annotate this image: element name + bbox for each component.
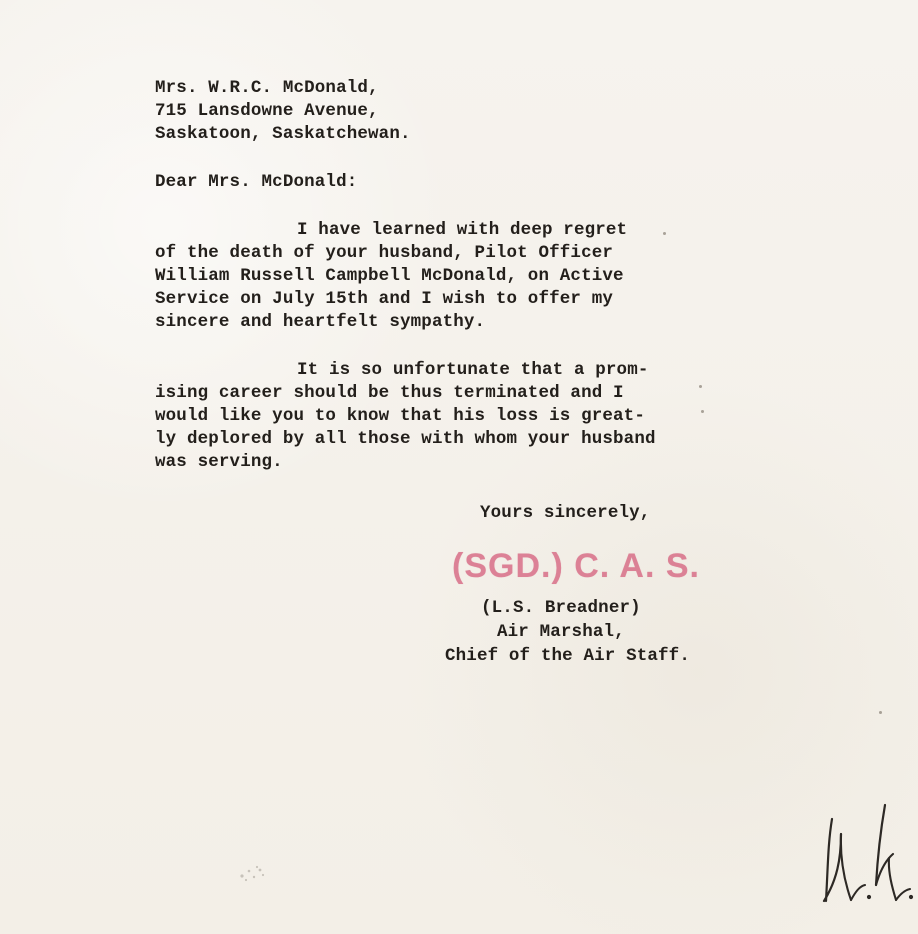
paragraph-2-line-1: It is so unfortunate that a prom- <box>297 360 649 380</box>
paper-smudge <box>232 859 274 887</box>
paper-speck <box>663 232 666 235</box>
paragraph-2-line-4: ly deplored by all those with whom your husband <box>155 429 656 449</box>
paragraph-2-line-5: was serving. <box>155 452 283 472</box>
signed-stamp: (SGD.) C. A. S. <box>452 547 700 585</box>
signer-title: Chief of the Air Staff. <box>445 646 690 666</box>
paper-speck <box>879 711 882 714</box>
recipient-street: 715 Lansdowne Avenue, <box>155 101 379 121</box>
closing: Yours sincerely, <box>480 503 651 523</box>
paragraph-1-line-2: of the death of your husband, Pilot Officer <box>155 243 614 263</box>
paragraph-2-line-2: ising career should be thus terminated and I <box>155 383 624 403</box>
salutation: Dear Mrs. McDonald: <box>155 172 358 192</box>
paragraph-1-line-1: I have learned with deep regret <box>297 220 628 240</box>
signer-name: (L.S. Breadner) <box>481 598 641 618</box>
paper-speck <box>701 410 704 413</box>
recipient-name: Mrs. W.R.C. McDonald, <box>155 78 379 98</box>
recipient-city: Saskatoon, Saskatchewan. <box>155 124 411 144</box>
paper-speck <box>699 385 702 388</box>
signer-rank: Air Marshal, <box>497 622 625 642</box>
paragraph-1-line-5: sincere and heartfelt sympathy. <box>155 312 486 332</box>
paragraph-1-line-3: William Russell Campbell McDonald, on Active <box>155 266 624 286</box>
paragraph-2-line-3: would like you to know that his loss is great- <box>155 406 645 426</box>
paragraph-1-line-4: Service on July 15th and I wish to offer my <box>155 289 614 309</box>
handwritten-initials <box>806 801 914 930</box>
